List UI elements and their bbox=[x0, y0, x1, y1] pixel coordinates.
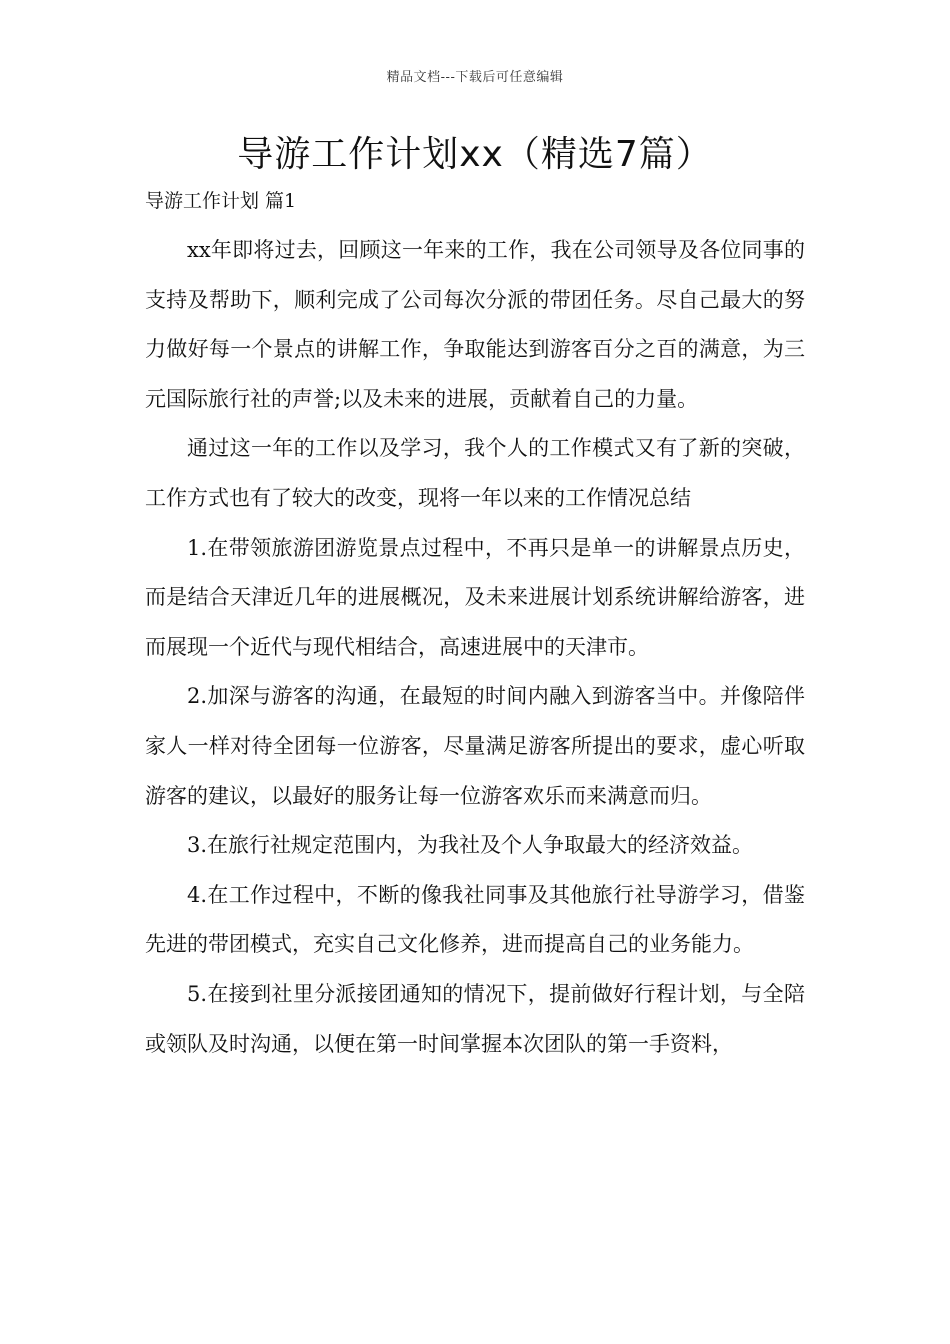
paragraph-item-5: 5.在接到社里分派接团通知的情况下，提前做好行程计划，与全陪或领队及时沟通，以便在第一时间掌握本次团队的第一手资料， bbox=[145, 981, 805, 1056]
paragraph-item-1: 1.在带领旅游团游览景点过程中，不再只是单一的讲解景点历史，而是结合天津近几年的进展概况，及未来进展计划系统讲解给游客，进而展现一个近代与现代相结合，高速进展中的天津市。 bbox=[145, 535, 805, 659]
document-body bbox=[145, 226, 805, 1069]
document-title: 导游工作计划xx（精选7篇） bbox=[237, 134, 713, 175]
paragraph-item-3: 3.在旅行社规定范围内，为我社及个人争取最大的经济效益。 bbox=[187, 833, 754, 858]
paragraph-item-2: 2.加深与游客的沟通，在最短的时间内融入到游客当中。并像陪伴家人一样对待全团每一位游客，尽量满足游客所提出的要求，虚心听取游客的建议，以最好的服务让每一位游客欢乐而来满意而归。 bbox=[145, 684, 805, 808]
page-header: 精品文档---下载后可任意编辑 bbox=[386, 70, 564, 85]
section-heading: 导游工作计划 篇1 bbox=[145, 190, 297, 212]
paragraph-summary: 通过这一年的工作以及学习，我个人的工作模式又有了新的突破，工作方式也有了较大的改变，现将一年以来的工作情况总结 bbox=[145, 436, 805, 510]
paragraph-item-4: 4.在工作过程中，不断的像我社同事及其他旅行社导游学习，借鉴先进的带团模式，充实自己文化修养，进而提高自己的业务能力。 bbox=[145, 882, 805, 957]
paragraph-intro: xx年即将过去，回顾这一年来的工作，我在公司领导及各位同事的支持及帮助下，顺利完成了公司每次分派的带团任务。尽自己最大的努力做好每一个景点的讲解工作，争取能达到游客百分之百的满意，为三元国际旅行社的声誉;以及未来的进展，贡献着自己的力量。 bbox=[145, 238, 805, 411]
